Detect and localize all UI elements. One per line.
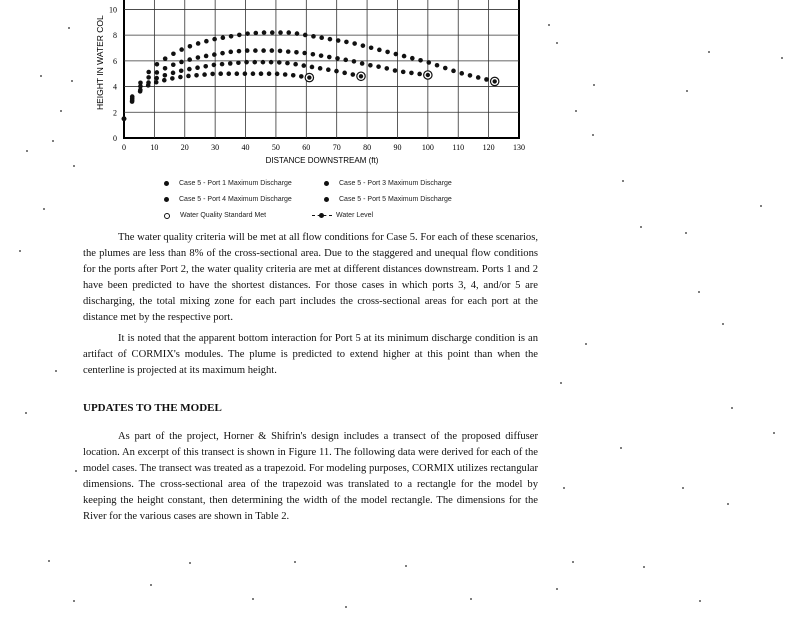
y-tick-label: 4 bbox=[113, 82, 117, 92]
plume-point bbox=[286, 49, 291, 54]
plume-point bbox=[146, 75, 151, 80]
plume-point bbox=[212, 37, 217, 42]
legend-port1 bbox=[164, 180, 292, 187]
plume-point bbox=[426, 60, 431, 65]
speck bbox=[470, 598, 472, 600]
plume-point bbox=[210, 72, 215, 77]
plume-point bbox=[295, 31, 300, 36]
plume-point bbox=[221, 35, 226, 40]
dashed-line-icon bbox=[312, 215, 332, 216]
x-tick-label: 30 bbox=[211, 143, 220, 152]
plume-point bbox=[401, 70, 406, 75]
y-axis-label: HEIGHT IN WATER COL bbox=[95, 15, 105, 110]
plume-point bbox=[254, 31, 259, 36]
plume-point bbox=[342, 71, 347, 76]
filled-dot-icon bbox=[164, 181, 169, 186]
plume-point bbox=[194, 73, 199, 78]
plume-point bbox=[188, 44, 193, 49]
plume-point bbox=[310, 65, 315, 70]
plume-point bbox=[162, 78, 167, 83]
legend-port3 bbox=[324, 180, 452, 187]
x-tick-label: 10 bbox=[150, 143, 159, 152]
plume-point bbox=[385, 50, 390, 55]
plume-point bbox=[459, 71, 464, 76]
plume-point bbox=[146, 80, 151, 85]
plume-point bbox=[435, 63, 440, 68]
y-tick-label: 0 bbox=[113, 134, 117, 143]
speck bbox=[727, 503, 729, 505]
plume-point bbox=[267, 71, 272, 76]
speck bbox=[73, 165, 75, 167]
plume-point bbox=[130, 94, 135, 99]
plume-point bbox=[301, 63, 306, 68]
x-tick-label: 100 bbox=[421, 143, 434, 152]
plume-point bbox=[154, 80, 159, 85]
plume-point bbox=[351, 72, 356, 77]
plume-point bbox=[261, 60, 266, 65]
filled-dot-icon bbox=[164, 197, 169, 202]
plume-point bbox=[229, 34, 234, 39]
plume-point bbox=[251, 71, 256, 76]
plume-point bbox=[203, 64, 208, 69]
y-tick-label: 2 bbox=[113, 108, 117, 118]
speck bbox=[592, 134, 594, 136]
plume-point bbox=[270, 30, 275, 35]
speck bbox=[556, 42, 558, 44]
x-tick-label: 60 bbox=[302, 143, 311, 152]
plume-point bbox=[361, 43, 366, 48]
speck bbox=[622, 180, 624, 182]
plume-point bbox=[154, 76, 159, 81]
speck bbox=[643, 566, 645, 568]
plume-point bbox=[277, 60, 282, 65]
plume-point bbox=[204, 54, 209, 59]
plume-point bbox=[303, 33, 308, 38]
plume-point bbox=[236, 60, 241, 65]
plume-point bbox=[328, 37, 333, 42]
plume-point bbox=[170, 76, 175, 81]
plume-point bbox=[155, 62, 160, 67]
plume-point bbox=[270, 48, 275, 53]
plume-point bbox=[269, 60, 274, 65]
plume-point bbox=[245, 48, 250, 53]
legend-wq-label: Water Quality Standard Met bbox=[180, 212, 267, 219]
filled-dot-icon bbox=[324, 197, 329, 202]
speck bbox=[731, 407, 733, 409]
speck bbox=[699, 600, 701, 602]
legend-port4-label: Case 5 - Port 4 Maximum Discharge bbox=[179, 196, 292, 203]
plume-point bbox=[326, 67, 331, 72]
x-tick-label: 80 bbox=[363, 143, 372, 152]
speck bbox=[575, 110, 577, 112]
y-tick-label: 10 bbox=[109, 5, 117, 15]
plume-point bbox=[275, 72, 280, 77]
plume-point bbox=[179, 68, 184, 73]
plume-point bbox=[451, 69, 456, 74]
x-tick-label: 120 bbox=[482, 143, 495, 152]
plume-point bbox=[369, 45, 374, 50]
plume-point bbox=[259, 71, 264, 76]
plume-point bbox=[294, 50, 299, 55]
plume-point bbox=[212, 63, 217, 68]
plume-point bbox=[283, 72, 288, 77]
plume-point bbox=[285, 61, 290, 66]
plume-point bbox=[163, 56, 168, 61]
plume-point bbox=[319, 53, 324, 58]
y-tick-label: 8 bbox=[113, 31, 117, 41]
speck bbox=[572, 561, 574, 563]
plume-point bbox=[186, 74, 191, 79]
x-tick-label: 50 bbox=[271, 143, 280, 152]
plume-point bbox=[278, 49, 283, 54]
x-tick-label: 40 bbox=[241, 143, 250, 152]
wq-met-marker-core bbox=[359, 74, 363, 78]
speck bbox=[71, 80, 73, 82]
plume-point bbox=[261, 48, 266, 53]
plume-point bbox=[352, 59, 357, 64]
speck bbox=[43, 208, 45, 210]
legend-port1-label: Case 5 - Port 1 Maximum Discharge bbox=[179, 180, 292, 187]
plume-point bbox=[335, 56, 340, 61]
x-tick-label: 110 bbox=[452, 143, 465, 152]
x-axis-label: DISTANCE DOWNSTREAM (ft) bbox=[265, 156, 379, 165]
plume-point bbox=[286, 30, 291, 35]
plume-point bbox=[293, 62, 298, 67]
plume-point bbox=[146, 70, 151, 75]
plume-point bbox=[311, 34, 316, 39]
speck bbox=[708, 51, 710, 53]
plume-point bbox=[187, 67, 192, 72]
speck bbox=[682, 487, 684, 489]
legend-port5-label: Case 5 - Port 5 Maximum Discharge bbox=[339, 196, 452, 203]
plume-point bbox=[171, 71, 176, 76]
plume-point bbox=[393, 68, 398, 73]
plume-point bbox=[484, 77, 489, 82]
speck bbox=[548, 24, 550, 26]
plume-point bbox=[368, 63, 373, 68]
plume-point bbox=[291, 73, 296, 78]
plume-point bbox=[228, 50, 233, 55]
plume-point bbox=[244, 60, 249, 65]
speck bbox=[640, 226, 642, 228]
speck bbox=[760, 205, 762, 207]
x-tick-label: 90 bbox=[393, 143, 402, 152]
paragraph-1: The water quality criteria will be met at all flow conditions for Case 5. For each of these scenarios, the plumes are less than 8% of the cross-sectional area. Due to the staggered and unequal flow conditions for the ports after Port 2, the water quality criteria are met at different distances downstream. Ports 1 and 2 have been predicted to have the shortest distances. For those cases in which ports 3, 4, and/or 5 are discharging, the total mixing zone for each part includes the cross-sectional areas for each port at the distance met by the respective port. bbox=[83, 232, 538, 323]
speck bbox=[685, 232, 687, 234]
speck bbox=[294, 561, 296, 563]
plume-point bbox=[334, 69, 339, 74]
plume-point bbox=[253, 48, 258, 53]
plume-point bbox=[122, 116, 127, 121]
speck bbox=[773, 432, 775, 434]
plume-point bbox=[163, 73, 168, 78]
plume-point bbox=[171, 62, 176, 67]
plume-point bbox=[204, 39, 209, 44]
x-tick-label: 70 bbox=[332, 143, 341, 152]
plume-point bbox=[252, 60, 257, 65]
speck bbox=[585, 343, 587, 345]
plume-point bbox=[179, 47, 184, 52]
speck bbox=[563, 487, 565, 489]
legend-port3-label: Case 5 - Port 3 Maximum Discharge bbox=[339, 180, 452, 187]
speck bbox=[593, 84, 595, 86]
legend-port5 bbox=[324, 196, 452, 203]
x-tick-label: 130 bbox=[513, 143, 525, 152]
plume-point bbox=[196, 41, 201, 46]
chart-points bbox=[122, 30, 499, 121]
speck bbox=[75, 470, 77, 472]
y-tick-label: 6 bbox=[113, 56, 117, 66]
plume-point bbox=[417, 72, 422, 77]
speck bbox=[781, 57, 783, 59]
paragraph-3: As part of the project, Horner & Shifrin's design includes a transect of the proposed diffuser location. An excerpt of this transect is shown in Figure 11. The following data were derived for each of the model cases. The transect was treated as a trapezoid. For modeling purposes, CORMIX utilizes rectangular dimensions. The cross-sectional area of the trapezoid was translated to a rectangle for the model by keeping the height constant, then determining the width of the model rectangle. The dimensions for the River for the various cases are shown in Table 2. bbox=[83, 431, 538, 522]
legend-port4 bbox=[164, 196, 292, 203]
plume-point bbox=[418, 58, 423, 63]
plume-point bbox=[278, 30, 283, 35]
speck bbox=[73, 600, 75, 602]
plume-point bbox=[187, 57, 192, 62]
plume-point bbox=[409, 71, 414, 76]
x-tick-label: 0 bbox=[122, 143, 126, 152]
speck bbox=[19, 250, 21, 252]
plume-point bbox=[443, 66, 448, 71]
plume-point bbox=[212, 52, 217, 57]
section-heading: UPDATES TO THE MODEL bbox=[83, 402, 222, 414]
plume-point bbox=[410, 56, 415, 61]
plume-point bbox=[302, 51, 307, 56]
speck bbox=[189, 562, 191, 564]
plume-point bbox=[220, 51, 225, 56]
paragraph-2: It is noted that the apparent bottom interaction for Port 5 at its minimum discharge condition is an artifact of CORMIX's modules. The plume is predicted to extend higher at this point than when the centerline is projected at its maximum height. bbox=[83, 333, 538, 376]
speck bbox=[345, 606, 347, 608]
plume-point bbox=[262, 30, 267, 35]
speck bbox=[48, 560, 50, 562]
filled-dot-icon bbox=[324, 181, 329, 186]
plume-point bbox=[377, 48, 382, 53]
plume-point bbox=[344, 40, 349, 45]
plume-point bbox=[299, 74, 304, 79]
plume-point bbox=[376, 64, 381, 69]
legend-wl bbox=[312, 212, 373, 219]
plume-point bbox=[243, 71, 248, 76]
speck bbox=[26, 150, 28, 152]
speck bbox=[68, 27, 70, 29]
speck bbox=[698, 291, 700, 293]
plume-point bbox=[179, 60, 184, 65]
speck bbox=[150, 584, 152, 586]
speck bbox=[686, 90, 688, 92]
speck bbox=[722, 323, 724, 325]
plume-point bbox=[343, 58, 348, 63]
speck bbox=[405, 565, 407, 567]
wq-met-marker-core bbox=[492, 79, 496, 83]
plume-point bbox=[352, 41, 357, 46]
wq-met-marker-core bbox=[426, 73, 430, 77]
speck bbox=[52, 140, 54, 142]
speck bbox=[60, 110, 62, 112]
plume-point bbox=[171, 51, 176, 56]
speck bbox=[556, 588, 558, 590]
plume-point bbox=[336, 38, 341, 43]
plume-point bbox=[360, 61, 365, 66]
speck bbox=[620, 447, 622, 449]
chart-ticks bbox=[109, 0, 525, 152]
legend-wq bbox=[164, 212, 266, 219]
plume-point bbox=[218, 71, 223, 76]
plume-point bbox=[237, 33, 242, 38]
plume-point bbox=[394, 52, 399, 57]
plume-point bbox=[178, 75, 183, 80]
x-tick-label: 20 bbox=[180, 143, 189, 152]
plume-point bbox=[245, 31, 250, 36]
plume-point bbox=[226, 71, 231, 76]
plume-point bbox=[476, 75, 481, 80]
speck bbox=[55, 370, 57, 372]
plume-chart bbox=[88, 0, 538, 175]
plume-point bbox=[402, 54, 407, 59]
plume-point bbox=[318, 66, 323, 71]
plume-point bbox=[311, 52, 316, 57]
plume-point bbox=[163, 66, 168, 71]
speck bbox=[25, 412, 27, 414]
plume-point bbox=[196, 55, 201, 60]
speck bbox=[40, 75, 42, 77]
plume-point bbox=[319, 35, 324, 40]
plume-point bbox=[195, 65, 200, 70]
legend-wl-label: Water Level bbox=[336, 212, 374, 219]
plume-point bbox=[220, 62, 225, 67]
speck bbox=[560, 382, 562, 384]
plume-point bbox=[468, 73, 473, 78]
open-circle-icon bbox=[164, 213, 170, 219]
plume-point bbox=[155, 70, 160, 75]
plume-point bbox=[327, 55, 332, 60]
plume-point bbox=[384, 66, 389, 71]
plume-point bbox=[202, 72, 207, 77]
plume-point bbox=[138, 80, 143, 85]
wq-met-marker-core bbox=[307, 75, 311, 79]
plume-point bbox=[237, 49, 242, 54]
speck bbox=[252, 598, 254, 600]
plume-point bbox=[235, 71, 240, 76]
plume-point bbox=[228, 61, 233, 66]
